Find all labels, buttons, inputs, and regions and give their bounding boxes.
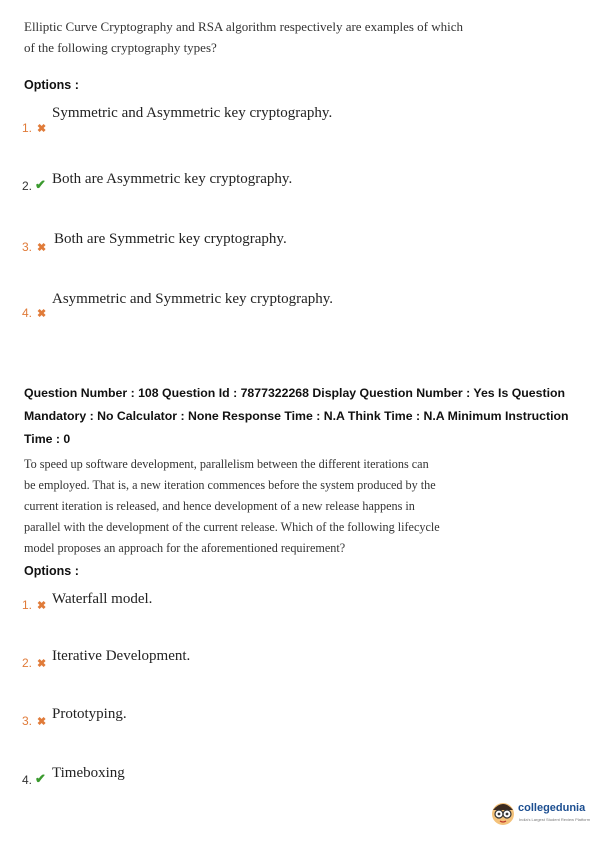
question-meta bbox=[24, 382, 584, 451]
option-number: 3. bbox=[22, 714, 33, 728]
option-number: 2. bbox=[22, 656, 33, 670]
logo-tagline: India's Largest Student Review Platform bbox=[519, 817, 591, 822]
cross-icon: ✖ bbox=[37, 308, 47, 320]
question-text-line: Elliptic Curve Cryptography and RSA algorithm respectively are examples of which bbox=[24, 19, 464, 34]
option-text: Waterfall model. bbox=[52, 591, 153, 607]
option-text: Both are Symmetric key cryptography. bbox=[54, 231, 287, 247]
checkmark-icon: ✔ bbox=[35, 771, 46, 786]
question-text-line: be employed. That is, a new iteration commences before the system produced by the bbox=[24, 478, 436, 492]
meta-line: Time : 0 bbox=[24, 432, 71, 446]
option-number: 2. bbox=[22, 179, 33, 193]
cross-icon: ✖ bbox=[37, 242, 47, 254]
option-text: Symmetric and Asymmetric key cryptography. bbox=[52, 105, 333, 121]
question-text-line: current iteration is released, and hence development of a new release happens in bbox=[24, 499, 415, 513]
cross-icon: ✖ bbox=[37, 123, 47, 135]
question-2-text bbox=[24, 454, 444, 559]
question-1-text bbox=[24, 16, 464, 58]
option-number: 1. bbox=[22, 121, 33, 135]
option-text: Asymmetric and Symmetric key cryptography. bbox=[52, 291, 334, 307]
option-text: Both are Asymmetric key cryptography. bbox=[52, 171, 293, 187]
meta-line: Question Number : 108 Question Id : 7877322268 Display Question Number : Yes Is Question bbox=[24, 386, 566, 400]
logo-wordmark: collegedunia bbox=[518, 802, 586, 814]
option-text: Timeboxing bbox=[52, 765, 125, 781]
option-number: 3. bbox=[22, 240, 33, 254]
option-text: Prototyping. bbox=[52, 706, 127, 722]
options-heading: Options : bbox=[24, 564, 79, 578]
cross-icon: ✖ bbox=[37, 658, 47, 670]
meta-line: Mandatory : No Calculator : None Response Time : N.A Think Time : N.A Minimum Instruction bbox=[24, 409, 569, 423]
question-text-line: parallel with the development of the current release. Which of the following lifecycle bbox=[24, 520, 440, 534]
option-number: 4. bbox=[22, 306, 33, 320]
cross-icon: ✖ bbox=[37, 716, 47, 728]
collegedunia-logo bbox=[490, 800, 590, 832]
options-heading: Options : bbox=[24, 78, 79, 92]
question-text-line: model proposes an approach for the aforementioned requirement? bbox=[24, 541, 346, 555]
option-number: 1. bbox=[22, 598, 33, 612]
question-text-line: To speed up software development, parallelism between the different iterations can bbox=[24, 457, 429, 471]
cross-icon: ✖ bbox=[37, 600, 47, 612]
option-text: Iterative Development. bbox=[52, 648, 191, 664]
checkmark-icon: ✔ bbox=[35, 177, 46, 192]
option-number: 4. bbox=[22, 773, 33, 787]
question-text-line: of the following cryptography types? bbox=[24, 40, 217, 55]
owl-mascot-icon bbox=[490, 800, 516, 826]
